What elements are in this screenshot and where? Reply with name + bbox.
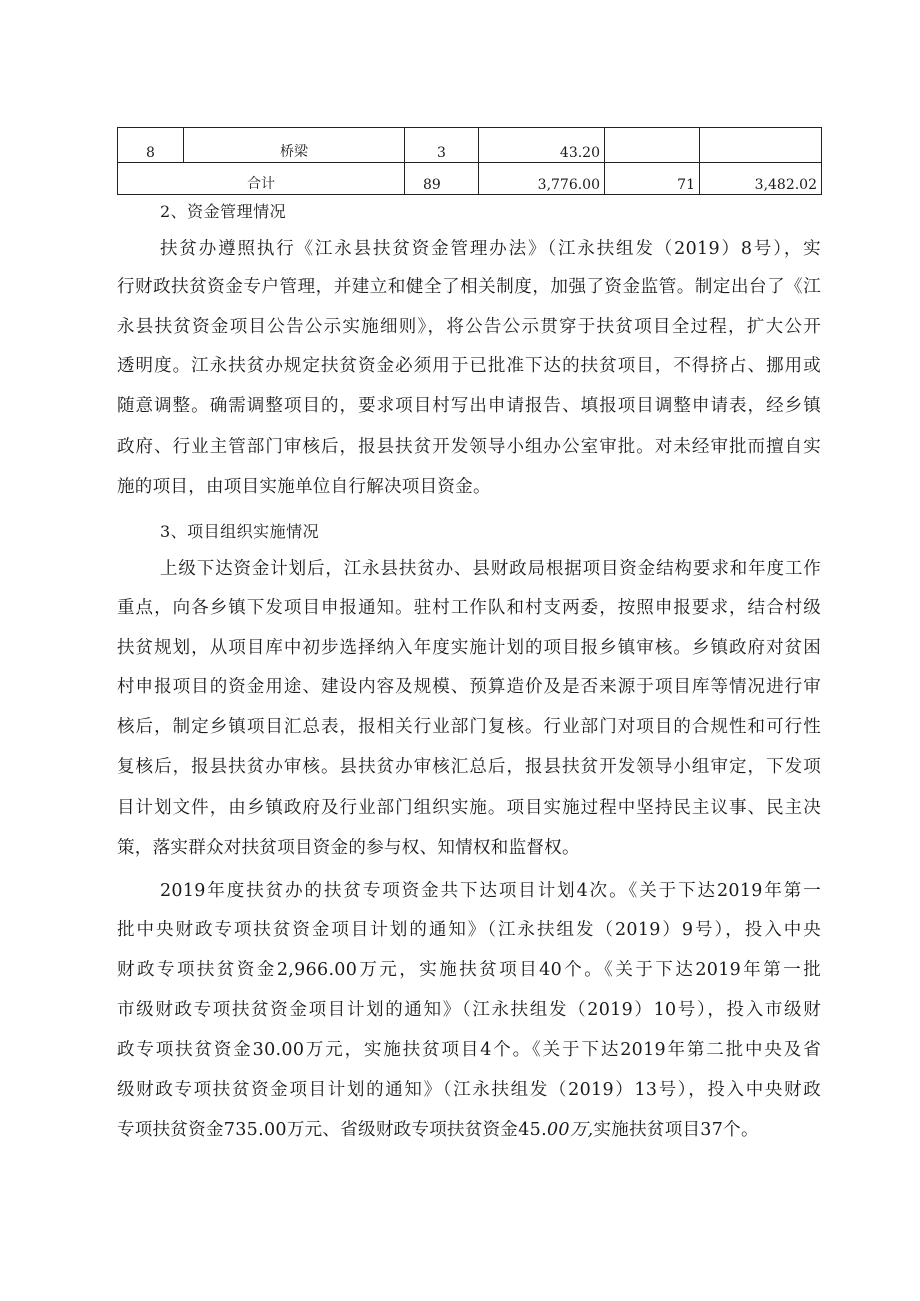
- row-amount2: [700, 128, 822, 163]
- section3-heading: 3、项目组织实施情况: [160, 522, 320, 541]
- section2-line: 行财政扶贫资金专户管理，并建立和健全了相关制度，加强了资金监管。制定出台了《江: [117, 277, 821, 297]
- section4-line: 市级财政专项扶贫资金项目计划的通知》（江永扶组发（2019）10号），投入市级财: [117, 1000, 821, 1020]
- funding-table: [117, 127, 822, 195]
- section3-line: 扶贫规划，从项目库中初步选择纳入年度实施计划的项目报乡镇审核。乡镇政府对贫困: [117, 638, 821, 658]
- section2-line: 政府、行业主管部门审核后，报县扶贫开发领导小组办公室审批。对未经审批而擅自实: [117, 437, 821, 457]
- total-count2: 71: [605, 163, 700, 195]
- row-index: 8: [118, 128, 184, 163]
- section3-line: 复核后，报县扶贫办审核。县扶贫办审核汇总后，报县扶贫开发领导小组审定，下发项: [117, 757, 821, 777]
- section2-heading: 2、资金管理情况: [160, 202, 287, 221]
- section2-line: 随意调整。确需调整项目的，要求项目村写出申请报告、填报项目调整申请表，经乡镇: [117, 396, 821, 416]
- section4-line: 批中央财政专项扶贫资金项目计划的通知》（江永扶组发（2019）9号），投入中央: [117, 920, 821, 940]
- row-name: 桥梁: [184, 128, 405, 163]
- section2-line: 扶贫办遵照执行《江永县扶贫资金管理办法》（江永扶组发（2019）8号），实: [160, 239, 821, 259]
- section3-line: 上级下达资金计划后，江永县扶贫办、县财政局根据项目资金结构要求和年度工作: [160, 559, 821, 579]
- section2-line: 施的项目，由项目实施单位自行解决项目资金。: [117, 477, 491, 497]
- total-amount1: 3,776.00: [479, 163, 605, 195]
- section3-line: 村申报项目的资金用途、建设内容及规模、预算造价及是否来源于项目库等情况进行审: [117, 677, 821, 697]
- section4-last-line: [117, 1119, 759, 1141]
- row-amount1: 43.20: [479, 128, 605, 163]
- section2-line: 永县扶贫资金项目公告公示实施细则》，将公告公示贯穿于扶贫项目全过程，扩大公开: [117, 317, 821, 337]
- row-count2: [605, 128, 700, 163]
- section4-last-b: 00万,: [546, 1120, 594, 1140]
- section3-line: 目计划文件，由乡镇政府及行业部门组织实施。项目实施过程中坚持民主议事、民主决: [117, 798, 821, 818]
- section3-line: 重点，向各乡镇下发项目申报通知。驻村工作队和村支两委，按照申报要求，结合村级: [117, 598, 821, 618]
- total-amount2: 3,482.02: [700, 163, 822, 195]
- section4-line: 政专项扶贫资金30.00万元，实施扶贫项目4个。《关于下达2019年第二批中央及省: [117, 1040, 821, 1060]
- section4-last-a: 专项扶贫资金735.00万元、省级财政专项扶贫资金45.: [117, 1120, 547, 1140]
- section2-line: 透明度。江永扶贫办规定扶贫资金必须用于已批准下达的扶贫项目，不得挤占、挪用或: [117, 356, 821, 376]
- section3-line: 核后，制定乡镇项目汇总表，报相关行业部门复核。行业部门对项目的合规性和可行性: [117, 717, 821, 737]
- section4-last-c: 实施扶贫项目37个。: [593, 1120, 759, 1140]
- total-label: 合计: [118, 163, 405, 195]
- table-total-row: [118, 163, 822, 195]
- table-row: [118, 128, 822, 163]
- section4-line: 级财政专项扶贫资金项目计划的通知》（江永扶组发（2019）13号），投入中央财政: [117, 1080, 821, 1100]
- section3-line: 策，落实群众对扶贫项目资金的参与权、知情权和监督权。: [117, 838, 580, 858]
- row-count1: 3: [405, 128, 479, 163]
- section4-line: 2019年度扶贫办的扶贫专项资金共下达项目计划4次。《关于下达2019年第一: [160, 881, 821, 901]
- section4-line: 财政专项扶贫资金2,966.00万元，实施扶贫项目40个。《关于下达2019年第一批: [117, 960, 821, 980]
- total-count1: 89: [405, 163, 479, 195]
